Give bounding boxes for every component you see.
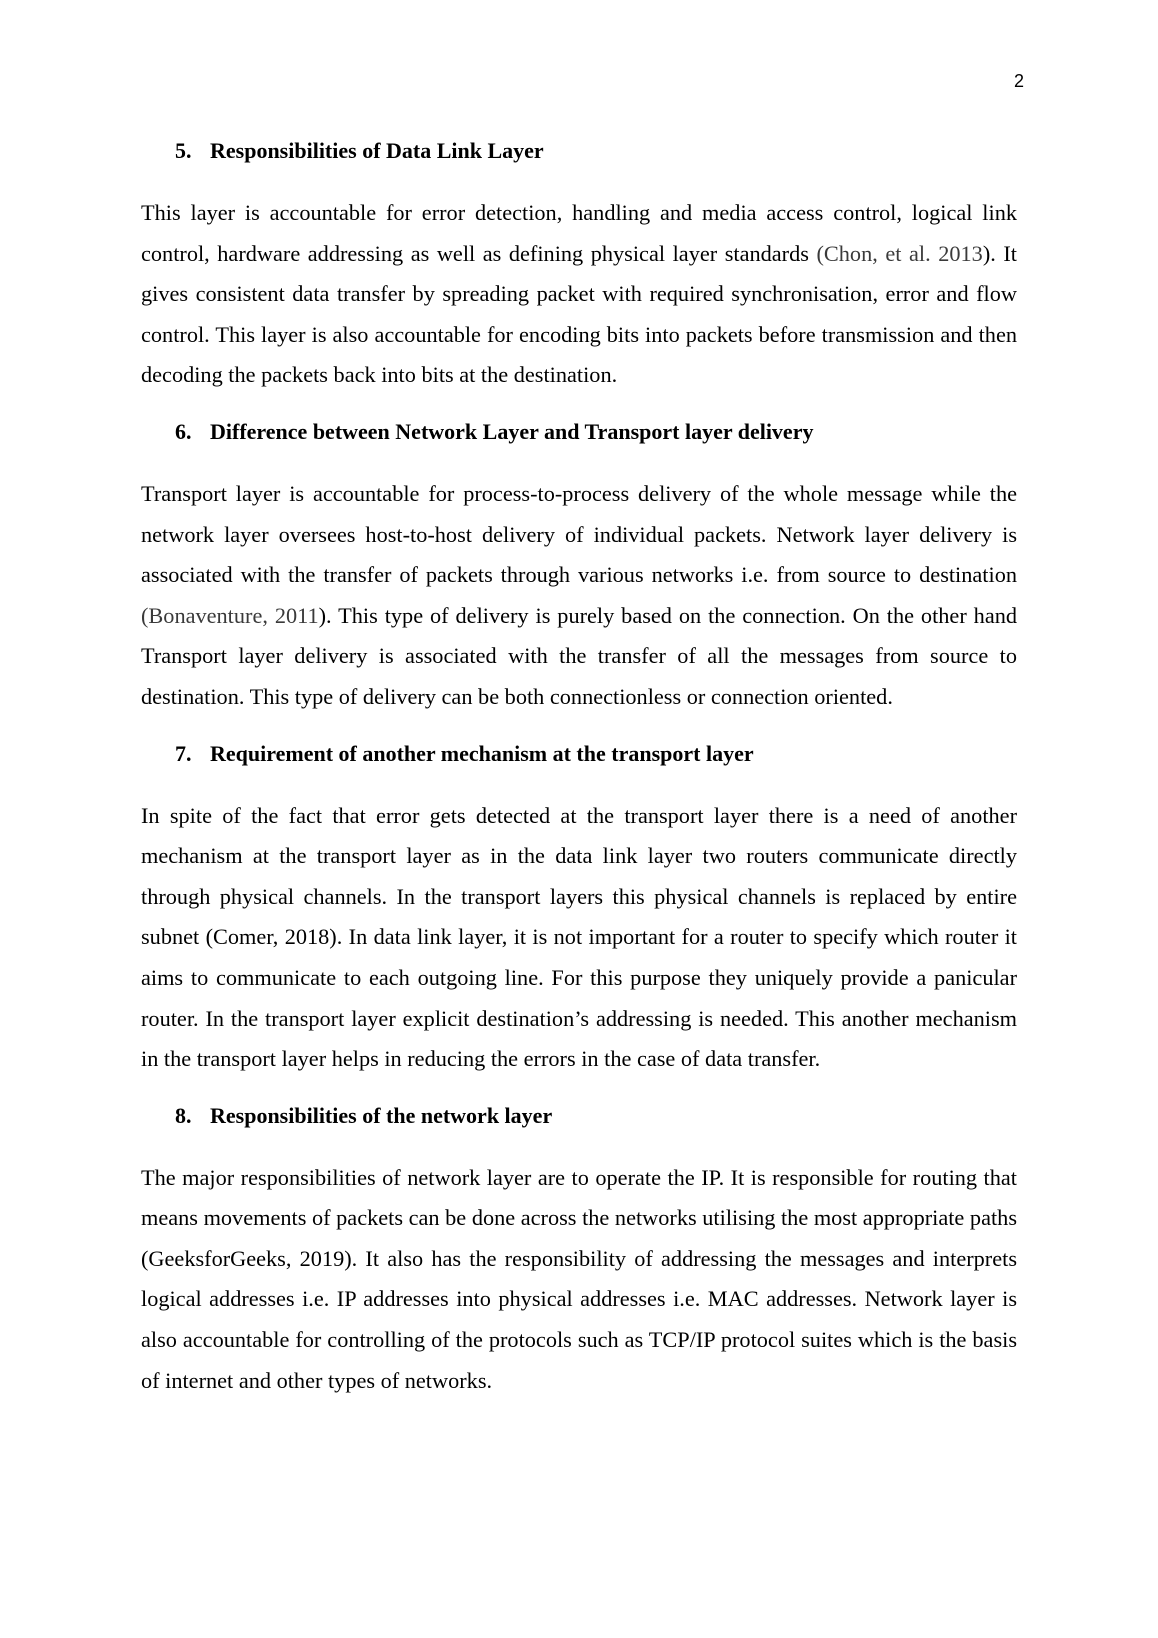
paragraph-text: ). It gives consistent data transfer by spreading packet with required synchronisation, error and flow control. This layer is also accountable for encoding bits into packets before transmission and then decoding the packets back into bits at the destination. [141,240,1017,388]
paragraph-text: ). This type of delivery is purely based on the connection. On the other hand Transport layer delivery is associated with the transfer of all the messages from source to destination. This type of delivery can be both connectionless or connection oriented. [141,602,1018,709]
document-body [141,135,1017,1421]
section-paragraph [141,796,1017,1080]
paragraph-text: This layer is accountable for error detection, handling and media access control, logical link control, hardware addressing as well as defining physical layer standards [141,200,1017,266]
section-number: 7. [175,740,192,766]
section-network-vs-transport [141,416,1017,718]
section-number: 5. [175,138,192,163]
section-paragraph [141,1158,1017,1402]
paragraph-text: Transport layer is accountable for process-to-process delivery of the whole message while the network layer oversees host-to-host delivery of individual packets. Network layer delivery is associated with the transfer of packets through various networks i.e. from source to destination [141,480,1017,588]
paragraph-text: In spite of the fact that error gets detected at the transport layer there is a need of another mechanism at the transport layer as in the data link layer two routers communicate directly through physical channels. In the transport layers this physical channels is replaced by entire subnet (Comer, 2018). In data link layer, it is not important for a router to specify which router it aims to communicate to each outgoing line. For this purpose they uniquely provide a panicular router. In the transport layer explicit destination’s addressing is needed. This another mechanism in the transport layer helps in reducing the errors in the case of data transfer. [141,802,1017,1072]
section-title: Responsibilities of Data Link Layer [210,138,544,163]
section-network-layer [141,1100,1017,1402]
section-title: Difference between Network Layer and Transport layer delivery [210,418,814,444]
section-transport-mechanism [141,738,1017,1080]
section-heading [141,738,1017,770]
section-number: 6. [175,418,192,444]
section-data-link-layer [141,135,1017,396]
citation: (Bonaventure, 2011 [141,602,319,628]
page-number: 2 [1013,71,1024,91]
section-number: 8. [175,1102,192,1128]
paragraph-text: The major responsibilities of network layer are to operate the IP. It is responsible for routing that means movements of packets can be done across the networks utilising the most appropriate paths (GeeksforGeeks, 2019). It also has the responsibility of addressing the messages and interprets logical addresses i.e. IP addresses into physical addresses i.e. MAC addresses. Network layer is also accountable for controlling of the protocols such as TCP/IP protocol suites which is the basis of internet and other types of networks. [141,1164,1017,1393]
section-heading [141,416,1017,448]
section-title: Requirement of another mechanism at the transport layer [210,740,754,766]
section-heading [141,135,1017,167]
citation: (Chon, et al. 2013 [816,240,983,266]
section-title: Responsibilities of the network layer [210,1102,553,1128]
section-paragraph [141,193,1017,396]
section-heading [141,1100,1017,1132]
section-paragraph [141,474,1017,718]
